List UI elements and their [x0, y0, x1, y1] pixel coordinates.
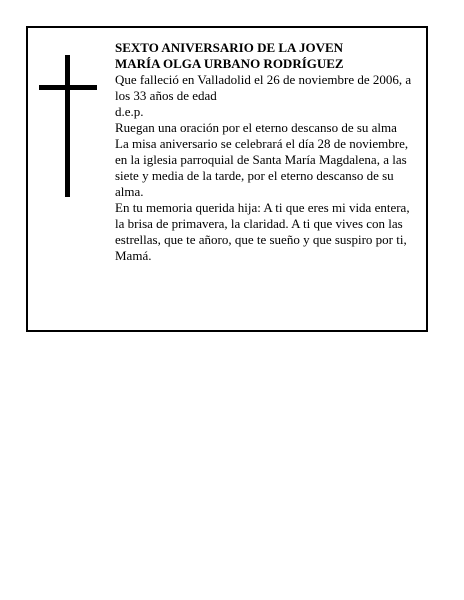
death-info: Que falleció en Valladolid el 26 de noviembre de 2006, a los 33 años de edad	[115, 72, 412, 103]
cross-horizontal-bar	[39, 85, 97, 90]
heading-anniversary: SEXTO ANIVERSARIO DE LA JOVEN	[115, 40, 344, 55]
mass-info: La misa aniversario se celebrará el día 28 de noviembre, en la iglesia parroquial de Santa María Magdalena, a las siete y media de la tarde, por el eterno descanso de su alma.	[115, 136, 409, 199]
prayer-request: Ruegan una oración por el eterno descanso de su alma	[115, 120, 397, 135]
cross-vertical-bar	[65, 55, 70, 197]
rip-text: d.e.p.	[115, 104, 144, 119]
notice-text	[115, 40, 421, 264]
heading-deceased-name: MARÍA OLGA URBANO RODRÍGUEZ	[115, 56, 344, 71]
dedication: En tu memoria querida hija: A ti que eres mi vida entera, la brisa de primavera, la claridad. A ti que vives con las estrellas, que te añoro, que te sueño y que suspiro por ti, Mamá.	[115, 200, 410, 263]
obituary-notice	[26, 26, 428, 332]
